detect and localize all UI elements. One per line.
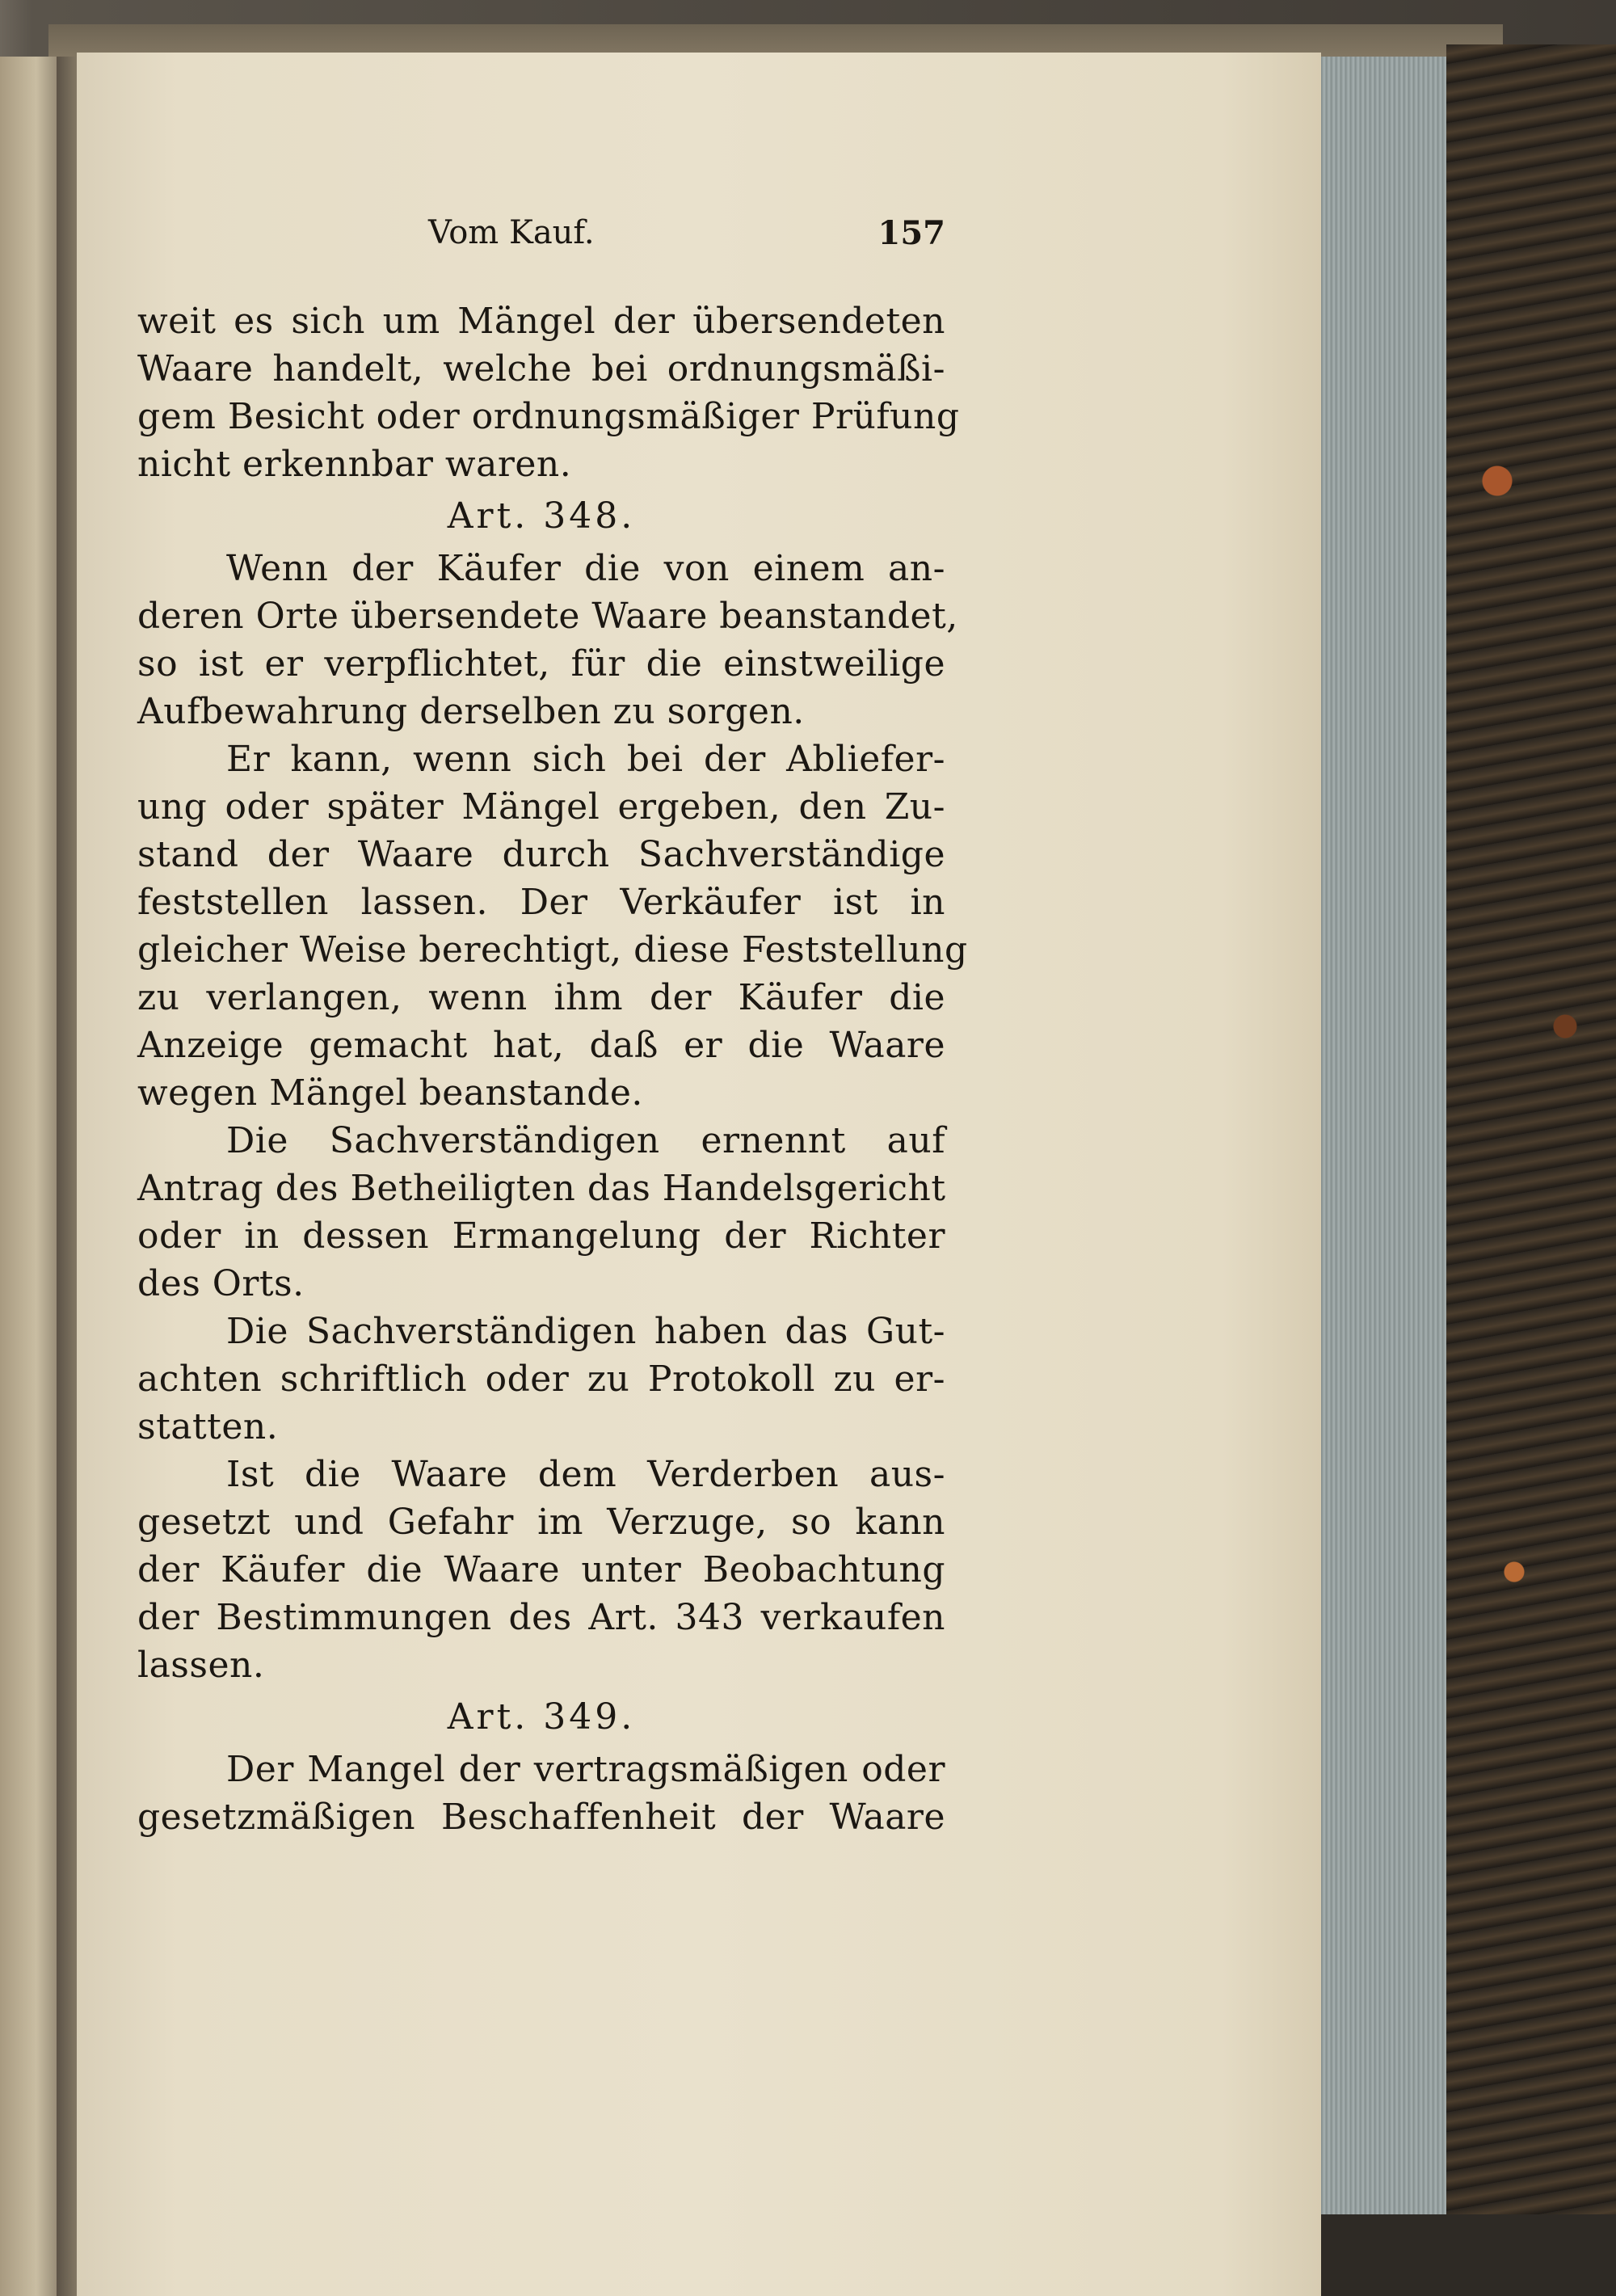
text-line: wegen Mängel beanstande.: [137, 1072, 643, 1114]
article-heading-349: Art. 349.: [447, 1696, 636, 1738]
text-line: deren Orte übersendete Waare beanstandet,: [137, 596, 958, 637]
text-line: achten schriftlich oder zu Protokoll zu er-: [137, 1359, 945, 1400]
running-head: Vom Kauf.: [428, 214, 595, 251]
text-line: Die Sachverständigen ernennt auf: [226, 1120, 945, 1161]
page-header: [137, 214, 945, 263]
cover-shadow: [1317, 2214, 1616, 2296]
text-line: Ist die Waare dem Verderben aus-: [226, 1454, 945, 1495]
text-line: weit es sich um Mängel der übersendeten: [137, 301, 945, 342]
page-number: 157: [877, 214, 945, 252]
text-line: Wenn der Käufer die von einem an-: [226, 548, 945, 589]
text-line: Anzeige gemacht hat, daß er die Waare: [137, 1025, 945, 1066]
text-line: ung oder später Mängel ergeben, den Zu-: [137, 786, 945, 828]
text-line: stand der Waare durch Sachverständige: [137, 834, 945, 875]
text-line: gesetzmäßigen Beschaffenheit der Waare: [137, 1797, 945, 1838]
text-line: der Käufer die Waare unter Beobachtung: [137, 1549, 945, 1590]
text-line: oder in dessen Ermangelung der Richter: [137, 1215, 945, 1257]
text-line: Er kann, wenn sich bei der Abliefer-: [226, 739, 945, 780]
body-text: [137, 297, 968, 1841]
text-line: feststellen lassen. Der Verkäufer ist in: [137, 882, 945, 923]
article-heading-348: Art. 348.: [447, 495, 636, 537]
text-line: Die Sachverständigen haben das Gut-: [226, 1311, 945, 1352]
text-line: gleicher Weise berechtigt, diese Feststellung: [137, 929, 968, 971]
text-line: so ist er verpflichtet, für die einstweilige: [137, 643, 945, 685]
text-line: zu verlangen, wenn ihm der Käufer die: [137, 977, 945, 1018]
text-line: Der Mangel der vertragsmäßigen oder: [226, 1749, 945, 1790]
text-line: der Bestimmungen des Art. 343 verkaufen: [137, 1597, 945, 1638]
text-line: gesetzt und Gefahr im Verzuge, so kann: [137, 1502, 945, 1543]
facing-page-edge: [0, 57, 61, 2296]
text-line: nicht erkennbar waren.: [137, 444, 572, 485]
marbled-cover: [1446, 44, 1616, 2226]
text-line: des Orts.: [137, 1263, 305, 1304]
text-line: Waare handelt, welche bei ordnungsmäßi-: [137, 348, 945, 390]
text-line: statten.: [137, 1406, 279, 1447]
page-block-edge: [1317, 57, 1454, 2222]
text-line: Antrag des Betheiligten das Handelsgericht: [137, 1168, 946, 1209]
text-line: gem Besicht oder ordnungsmäßiger Prüfung: [137, 396, 960, 437]
text-line: lassen.: [137, 1645, 265, 1686]
text-line: Aufbewahrung derselben zu sorgen.: [137, 691, 805, 732]
